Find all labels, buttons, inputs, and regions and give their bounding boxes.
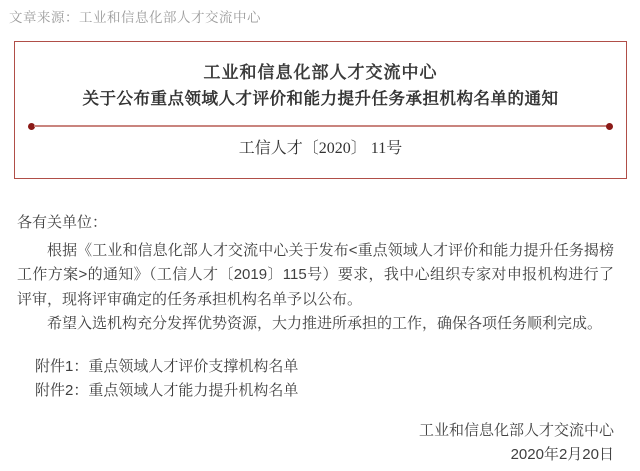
salutation: 各有关单位： [17, 214, 108, 231]
body-paragraph-2: 希望入选机构充分发挥优势资源，大力推进所承担的工作，确保各项任务顺利完成。 [47, 315, 603, 332]
attachment-item-2: 附件2：重点领域人才能力提升机构名单 [35, 382, 299, 399]
notice-body [17, 211, 614, 468]
signature-block [17, 419, 614, 468]
notice-header-box [14, 41, 627, 179]
header-divider [28, 122, 613, 130]
signature-org: 工业和信息化部人才交流中心 [418, 421, 614, 439]
divider-line [34, 125, 607, 127]
attachments-list [17, 355, 614, 404]
issuing-org-title: 工业和信息化部人才交流中心 [203, 63, 438, 82]
document-number: 工信人才〔2020〕 11号 [238, 140, 403, 157]
notice-title: 关于公布重点领域人才评价和能力提升任务承担机构名单的通知 [82, 90, 559, 108]
attachment-item-1: 附件1：重点领域人才评价支撑机构名单 [35, 357, 299, 375]
body-paragraph-1: 根据《工业和信息化部人才交流中心关于发布<重点领域人才评价和能力提升任务揭榜工作方案>的通知》（工信人才〔2019〕115号）要求，我中心组织专家对申报机构进行了评审，现将评审确定的任务承担机构名单予以公布。 [17, 241, 614, 308]
article-source: 文章来源：工业和信息化部人才交流中心 [9, 10, 261, 25]
divider-right-dot-icon [606, 123, 613, 130]
signature-date: 2020年2月20日 [510, 446, 614, 463]
